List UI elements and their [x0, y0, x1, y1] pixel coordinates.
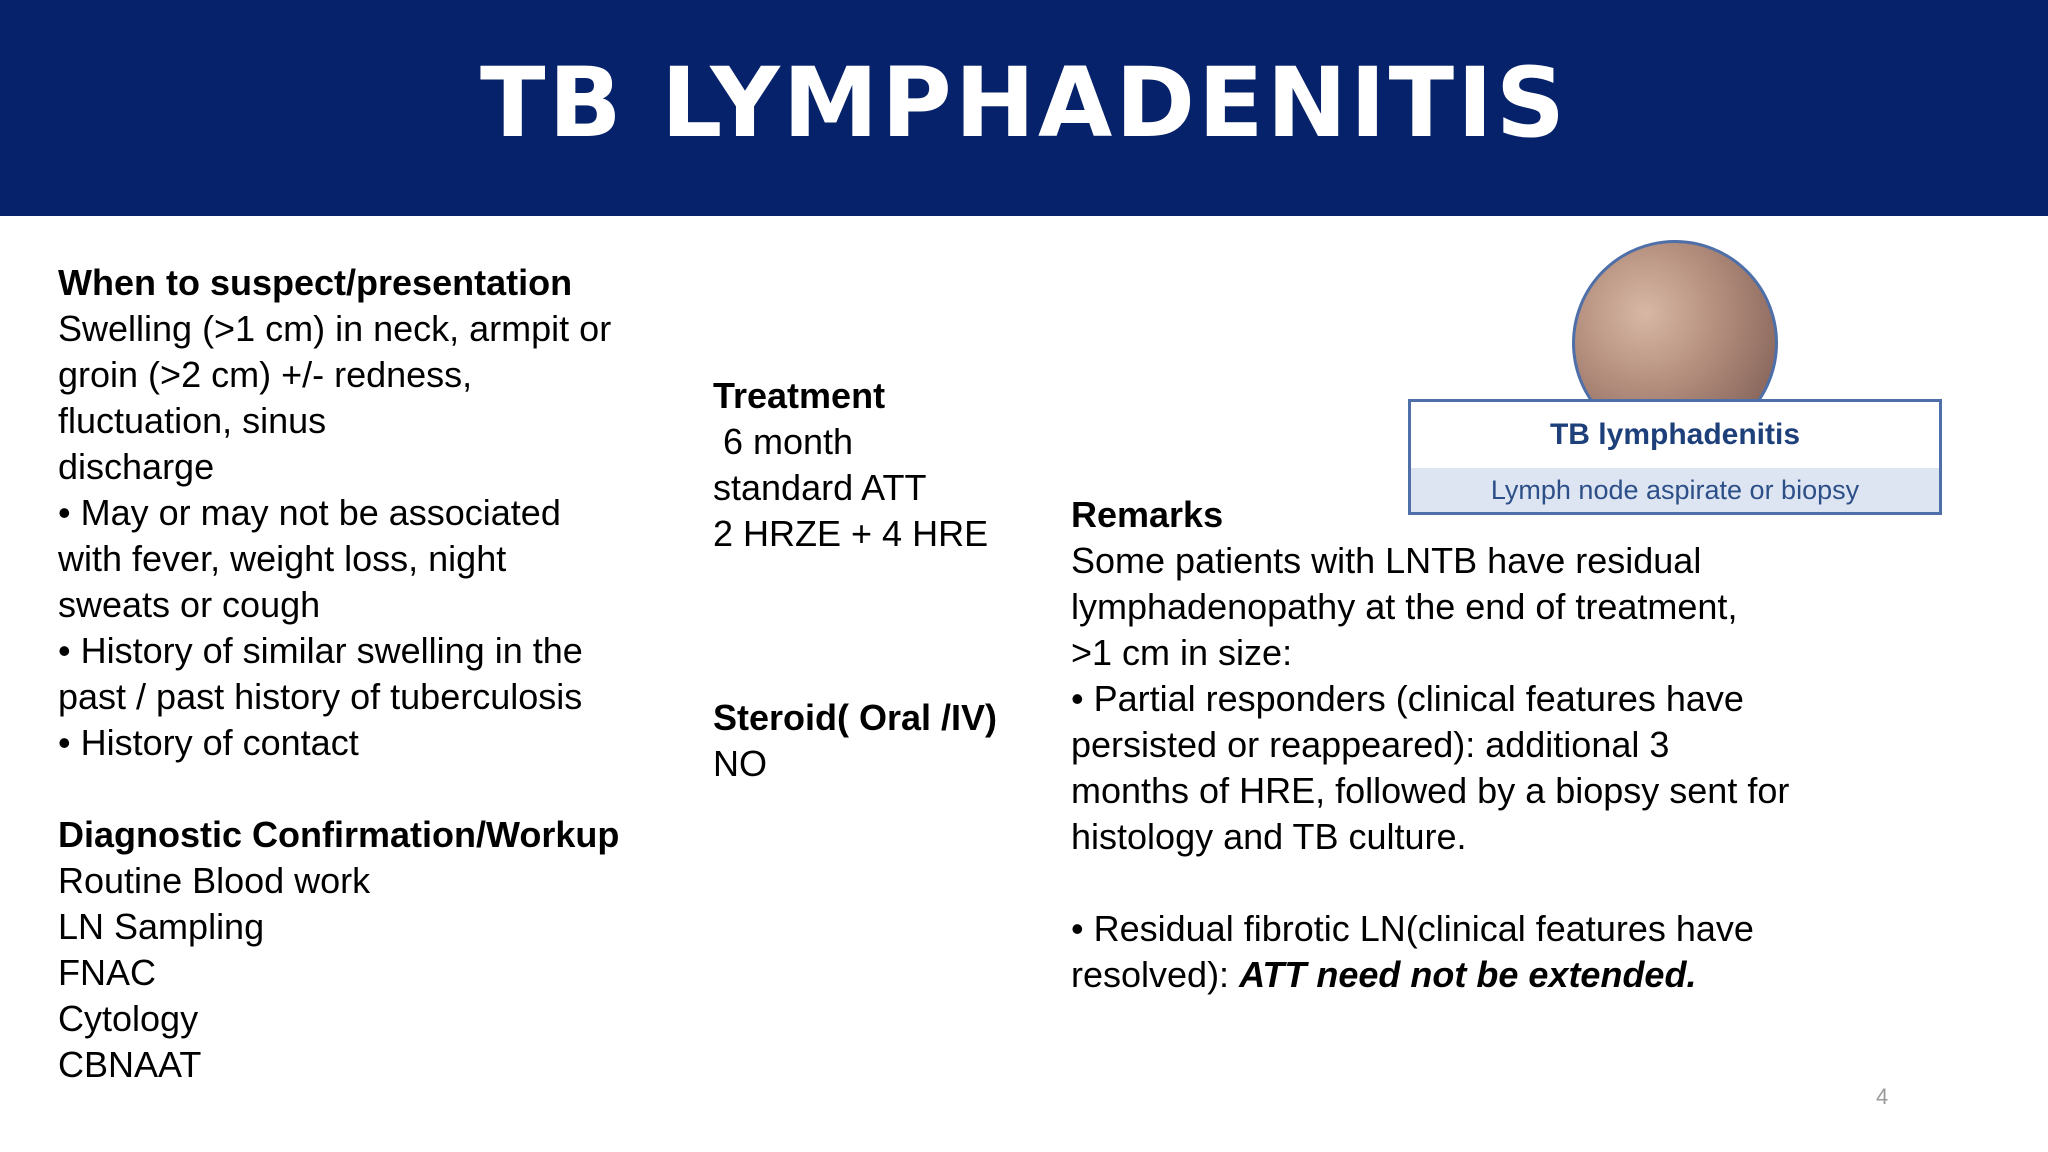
remarks-line: lymphadenopathy at the end of treatment,	[1071, 586, 1738, 627]
presentation-column	[58, 260, 658, 1088]
image-caption-card	[1408, 399, 1942, 515]
remarks-line: months of HRE, followed by a biopsy sent for	[1071, 770, 1790, 811]
remarks-line: >1 cm in size:	[1071, 632, 1293, 673]
treatment-line: standard ATT	[713, 467, 927, 508]
diagnostic-item: Routine Blood work	[58, 860, 371, 901]
presentation-heading: When to suspect/presentation	[58, 262, 573, 303]
treatment-line: 2 HRZE + 4 HRE	[713, 513, 989, 554]
remarks-line: persisted or reappeared): additional 3	[1071, 724, 1670, 765]
bullet-line: • May or may not be associated	[58, 492, 561, 533]
diagnostic-heading: Diagnostic Confirmation/Workup	[58, 814, 620, 855]
remarks-line: • Residual fibrotic LN(clinical features have	[1071, 908, 1754, 949]
remarks-prefix: resolved):	[1071, 954, 1240, 995]
treatment-column	[713, 373, 1033, 787]
page-number: 4	[1876, 1084, 1889, 1109]
remarks-emphasis: ATT need not be extended.	[1239, 954, 1697, 995]
presentation-line: discharge	[58, 446, 215, 487]
bullet-line: past / past history of tuberculosis	[58, 676, 583, 717]
steroid-value: NO	[713, 743, 767, 784]
treatment-heading: Treatment	[713, 375, 886, 416]
bullet-line: with fever, weight loss, night	[58, 538, 507, 579]
card-caption: Lymph node aspirate or biopsy	[1411, 468, 1939, 512]
diagnostic-item: FNAC	[58, 952, 156, 993]
card-title: TB lymphadenitis	[1549, 418, 1801, 451]
presentation-line: Swelling (>1 cm) in neck, armpit or	[58, 308, 612, 349]
bullet-line: • History of similar swelling in the	[58, 630, 583, 671]
diagnostic-item: LN Sampling	[58, 906, 265, 947]
remarks-line	[1071, 952, 1811, 998]
steroid-heading: Steroid( Oral /IV)	[713, 697, 998, 738]
presentation-line: fluctuation, sinus	[58, 400, 327, 441]
bullet-line: • History of contact	[58, 722, 359, 763]
remarks-line: • Partial responders (clinical features have	[1071, 678, 1744, 719]
diagnostic-item: CBNAAT	[58, 1044, 202, 1085]
slide-title: TB LYMPHADENITIS	[479, 47, 1568, 159]
presentation-line: groin (>2 cm) +/- redness,	[58, 354, 473, 395]
treatment-line: 6 month	[713, 421, 854, 462]
remarks-line: histology and TB culture.	[1071, 816, 1467, 857]
remarks-heading: Remarks	[1071, 494, 1224, 535]
remarks-column	[1071, 492, 1811, 998]
bullet-line: sweats or cough	[58, 584, 321, 625]
remarks-line: Some patients with LNTB have residual	[1071, 540, 1702, 581]
diagnostic-item: Cytology	[58, 998, 199, 1039]
title-banner	[0, 0, 2048, 216]
